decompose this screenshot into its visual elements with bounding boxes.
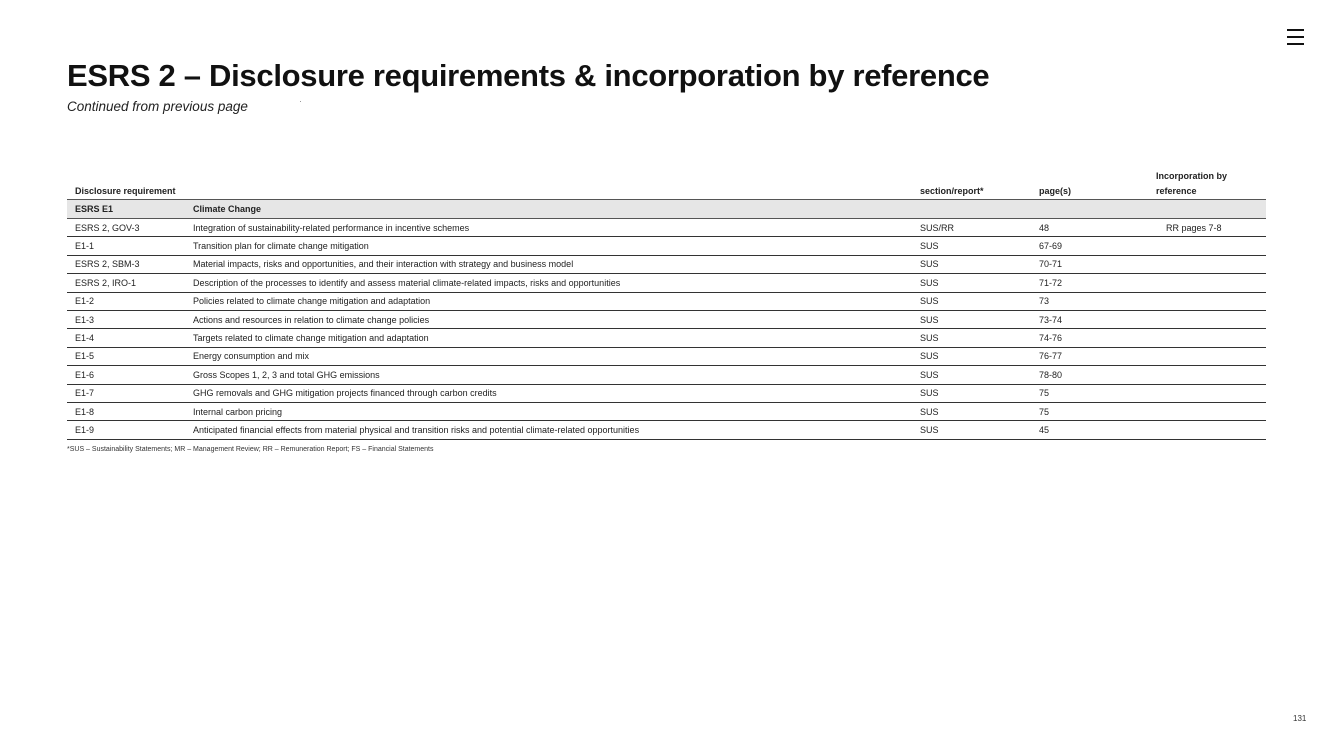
row-reference (1148, 402, 1266, 420)
table-header-row (67, 167, 1266, 200)
row-section: SUS (912, 347, 1031, 365)
row-section: SUS (912, 237, 1031, 255)
row-code: ESRS 2, IRO-1 (67, 274, 185, 292)
row-reference (1148, 255, 1266, 273)
table-row (67, 237, 1266, 255)
row-pages: 67-69 (1031, 237, 1148, 255)
section-code: ESRS E1 (67, 200, 185, 219)
row-reference (1148, 274, 1266, 292)
row-reference (1148, 347, 1266, 365)
footnote: *SUS – Sustainability Statements; MR – Management Review; RR – Remuneration Report; FS – Financial Statements (67, 446, 434, 453)
page-number: 131 (1293, 714, 1307, 723)
table-section-row (67, 200, 1266, 219)
row-description: Energy consumption and mix (185, 347, 912, 365)
row-section: SUS (912, 310, 1031, 328)
row-description: Material impacts, risks and opportunities, and their interaction with strategy and business model (185, 255, 912, 273)
row-code: ESRS 2, SBM-3 (67, 255, 185, 273)
row-section: SUS (912, 329, 1031, 347)
row-reference (1148, 292, 1266, 310)
row-pages: 74-76 (1031, 329, 1148, 347)
row-description: Anticipated financial effects from material physical and transition risks and potential climate-related opportunities (185, 421, 912, 439)
table-row (67, 402, 1266, 420)
row-section: SUS (912, 255, 1031, 273)
disclosure-table (67, 167, 1266, 440)
col-header-pages: page(s) (1031, 167, 1148, 200)
row-reference (1148, 384, 1266, 402)
row-description: GHG removals and GHG mitigation projects financed through carbon credits (185, 384, 912, 402)
row-code: E1-6 (67, 366, 185, 384)
row-reference (1148, 366, 1266, 384)
row-description: Description of the processes to identify and assess material climate-related impacts, risks and opportunities (185, 274, 912, 292)
table-row (67, 255, 1266, 273)
row-description: Targets related to climate change mitigation and adaptation (185, 329, 912, 347)
row-pages: 45 (1031, 421, 1148, 439)
row-description: Gross Scopes 1, 2, 3 and total GHG emissions (185, 366, 912, 384)
col-header-description (185, 167, 912, 200)
row-pages: 73-74 (1031, 310, 1148, 328)
row-pages: 73 (1031, 292, 1148, 310)
row-code: E1-3 (67, 310, 185, 328)
col-header-section: section/report* (912, 167, 1031, 200)
table-row (67, 274, 1266, 292)
row-code: E1-8 (67, 402, 185, 420)
table-row (67, 347, 1266, 365)
table-row (67, 329, 1266, 347)
row-description: Transition plan for climate change mitigation (185, 237, 912, 255)
row-pages: 48 (1031, 219, 1148, 237)
row-section: SUS (912, 292, 1031, 310)
row-pages: 71-72 (1031, 274, 1148, 292)
row-section: SUS (912, 274, 1031, 292)
hamburger-menu-icon[interactable] (1284, 26, 1308, 48)
row-section: SUS (912, 384, 1031, 402)
stray-dot (300, 101, 301, 102)
row-pages: 75 (1031, 402, 1148, 420)
page-title: ESRS 2 – Disclosure requirements & incorporation by reference (67, 58, 990, 93)
row-description: Policies related to climate change mitigation and adaptation (185, 292, 912, 310)
col-header-reference: Incorporation by reference (1148, 167, 1266, 200)
table-row (67, 310, 1266, 328)
row-reference (1148, 421, 1266, 439)
col-header-disclosure: Disclosure requirement (67, 167, 185, 200)
page-subtitle: Continued from previous page (67, 99, 248, 114)
row-section: SUS/RR (912, 219, 1031, 237)
row-section: SUS (912, 421, 1031, 439)
row-reference (1148, 329, 1266, 347)
row-pages: 76-77 (1031, 347, 1148, 365)
row-section: SUS (912, 366, 1031, 384)
row-description: Integration of sustainability-related performance in incentive schemes (185, 219, 912, 237)
row-code: E1-2 (67, 292, 185, 310)
table-row (67, 384, 1266, 402)
row-code: ESRS 2, GOV-3 (67, 219, 185, 237)
row-description: Internal carbon pricing (185, 402, 912, 420)
row-code: E1-1 (67, 237, 185, 255)
row-code: E1-7 (67, 384, 185, 402)
section-name: Climate Change (185, 200, 912, 219)
row-description: Actions and resources in relation to climate change policies (185, 310, 912, 328)
row-code: E1-5 (67, 347, 185, 365)
row-code: E1-9 (67, 421, 185, 439)
row-reference (1148, 310, 1266, 328)
row-section: SUS (912, 402, 1031, 420)
row-pages: 78-80 (1031, 366, 1148, 384)
row-reference (1148, 237, 1266, 255)
table-row (67, 421, 1266, 439)
row-reference: RR pages 7-8 (1148, 219, 1266, 237)
row-code: E1-4 (67, 329, 185, 347)
row-pages: 70-71 (1031, 255, 1148, 273)
table-row (67, 219, 1266, 237)
table-row (67, 366, 1266, 384)
table-row (67, 292, 1266, 310)
row-pages: 75 (1031, 384, 1148, 402)
